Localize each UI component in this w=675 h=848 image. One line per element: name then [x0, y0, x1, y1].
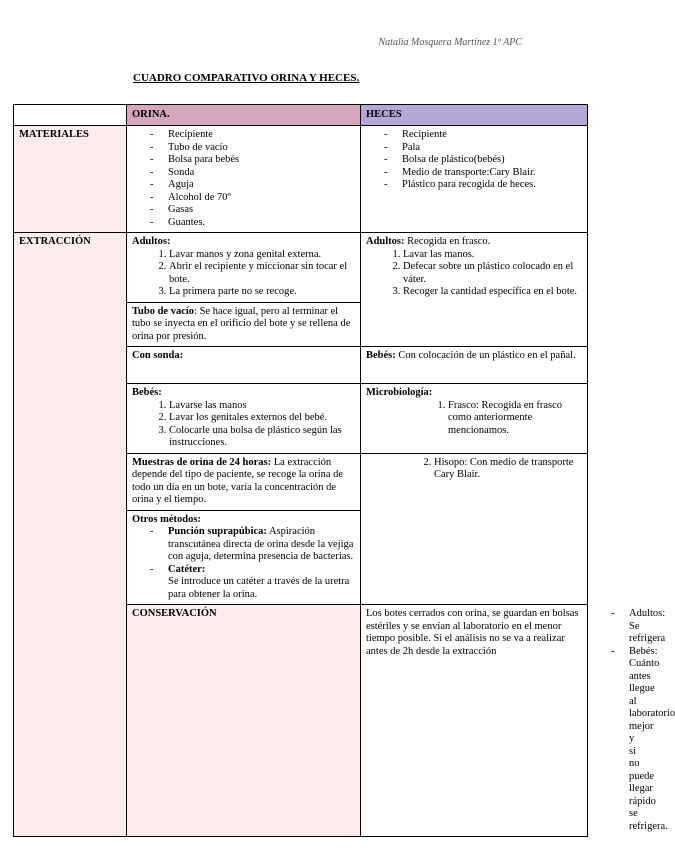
list-item: 3. La primera parte no se recoge.	[169, 286, 355, 299]
label-extraccion: EXTRACCIÓN	[14, 233, 127, 837]
conservacion-orina-cell: Los botes cerrados con orina, se guardan en bolsas estériles y se envían al laboratorio en el menor tiempo posible. Si el análisis no se va a realizar antes de 2h desde la extracción	[361, 605, 588, 837]
list-item: - Bolsa para bebés	[150, 154, 355, 167]
adultos-heces-cell	[361, 233, 588, 347]
list-item: 1. Lavar las manos.	[403, 249, 582, 262]
tubo-vacio-cell	[127, 302, 361, 347]
muestras-24h-title: Muestras de orina de 24 horas:	[132, 456, 272, 468]
bebes-heces-cell	[361, 347, 588, 384]
list-item: - Guantes.	[150, 217, 355, 230]
table-header-row	[14, 105, 588, 126]
materiales-orina-list	[132, 129, 355, 229]
otros-metodos-cell	[127, 510, 361, 605]
list-item: - Bolsa de plástico(bebés)	[384, 154, 582, 167]
muestras-24h-text: La extracción depende del tipo de paciente, se recoge la orina de todo un día en un bote, varía la concentración de orina y el tiempo.	[132, 456, 344, 505]
list-item: - Medio de transporte:Cary Blair.	[384, 167, 582, 180]
list-item: - Pala	[384, 142, 582, 155]
bebes-orina-cell	[127, 384, 361, 454]
list-item: 3. Colocarle una bolsa de plástico según las instrucciones.	[169, 425, 355, 450]
puncion-title: Punción suprapúbica:	[168, 526, 267, 537]
list-item: - Gasas	[150, 204, 355, 217]
list-item: - Aguja	[150, 179, 355, 192]
list-item: - Recipiente	[150, 129, 355, 142]
otros-metodos-title: Otros métodos:	[132, 513, 201, 525]
header-heces: HECES	[361, 105, 588, 126]
cateter-text: Se introduce un catéter a través de la uretra para obtener la orina.	[168, 576, 350, 600]
list-item: - Sonda	[150, 167, 355, 180]
materiales-heces-cell	[361, 126, 588, 233]
adultos-orina-steps	[132, 249, 355, 299]
list-item: - Recipiente	[384, 129, 582, 142]
list-item: - Adultos: Se refrigera	[611, 608, 629, 646]
otros-metodos-list	[132, 526, 355, 601]
materiales-heces-list	[366, 129, 582, 192]
list-item: 2. Lavar los genitales externos del bebé.	[169, 412, 355, 425]
microbiologia-steps-2	[366, 457, 582, 482]
header-empty-cell	[14, 105, 127, 126]
list-item: 2. Defecar sobre un plástico colocado en el váter.	[403, 261, 582, 286]
list-item	[150, 564, 355, 602]
row-materiales	[14, 126, 588, 233]
cateter-title: Catéter:	[168, 563, 206, 575]
muestras-24h-cell	[127, 453, 361, 510]
list-item: 1. Lavarse las manos	[169, 400, 355, 413]
header-orina: ORINA.	[127, 105, 361, 126]
materiales-orina-cell	[127, 126, 361, 233]
con-sonda-cell	[127, 347, 361, 384]
adultos-orina-cell	[127, 233, 361, 303]
label-conservacion: CONSERVACIÓN	[127, 605, 361, 837]
list-item: 1. Frasco: Recogida en frasco como anteriormente mencionamos.	[448, 400, 582, 438]
puncion-text: Aspiración transcutánea directa de orina desde la vejiga con aguja, determina presencia de bacterias.	[168, 526, 354, 562]
adultos-heces-steps	[366, 249, 582, 299]
list-item: 2. Hisopo: Con medio de transporte Cary Blair.	[434, 457, 582, 482]
bebes-heces-title: Bebés:	[366, 350, 396, 361]
adultos-heces-title: Adultos:	[366, 236, 405, 247]
list-item: - Tubo de vacío	[150, 142, 355, 155]
microbiologia-title: Microbiología:	[366, 387, 433, 398]
author-name: Natalia Mosquera Martínez 1º APC	[378, 37, 522, 48]
list-item: 1. Lavar manos y zona genital externa.	[169, 249, 355, 262]
list-item: 3. Recoger la cantidad específica en el bote.	[403, 286, 582, 299]
microbiologia-cell	[361, 384, 588, 454]
list-item: - Alcohol de 70º	[150, 192, 355, 205]
label-materiales: MATERIALES	[14, 126, 127, 233]
tubo-vacio-title: Tubo de vacío	[132, 305, 195, 317]
list-item: - Plástico para recogida de heces.	[384, 179, 582, 192]
row-extraccion-adultos	[14, 233, 588, 303]
tubo-vacio-text: : Se hace igual, pero al terminar el tubo se inyecta en el orificio del bote y se rellena de orina por presión.	[132, 305, 351, 342]
comparison-table	[13, 104, 675, 837]
microbiologia-hisopo-cell	[361, 453, 588, 605]
document-title: CUADRO COMPARATIVO ORINA Y HECES.	[133, 72, 360, 84]
bebes-heces-text: Con colocación de un plástico en el pañal.	[395, 350, 576, 361]
adultos-orina-title: Adultos:	[132, 236, 171, 247]
bebes-orina-title: Bebés:	[132, 387, 162, 398]
list-item: - Bebés: Cuánto antes llegue al laboratorio mejor y si no puede llegar rápido se refrigera.	[611, 646, 629, 834]
bebes-orina-steps	[132, 400, 355, 450]
microbiologia-steps-1	[366, 400, 582, 438]
list-item: 2. Abrir el recipiente y miccionar sin tocar el bote.	[169, 261, 355, 286]
adultos-heces-intro: Recogida en frasco.	[404, 236, 491, 247]
conservacion-heces-list	[593, 608, 675, 833]
con-sonda-title: Con sonda:	[132, 350, 184, 361]
list-item	[150, 526, 355, 564]
